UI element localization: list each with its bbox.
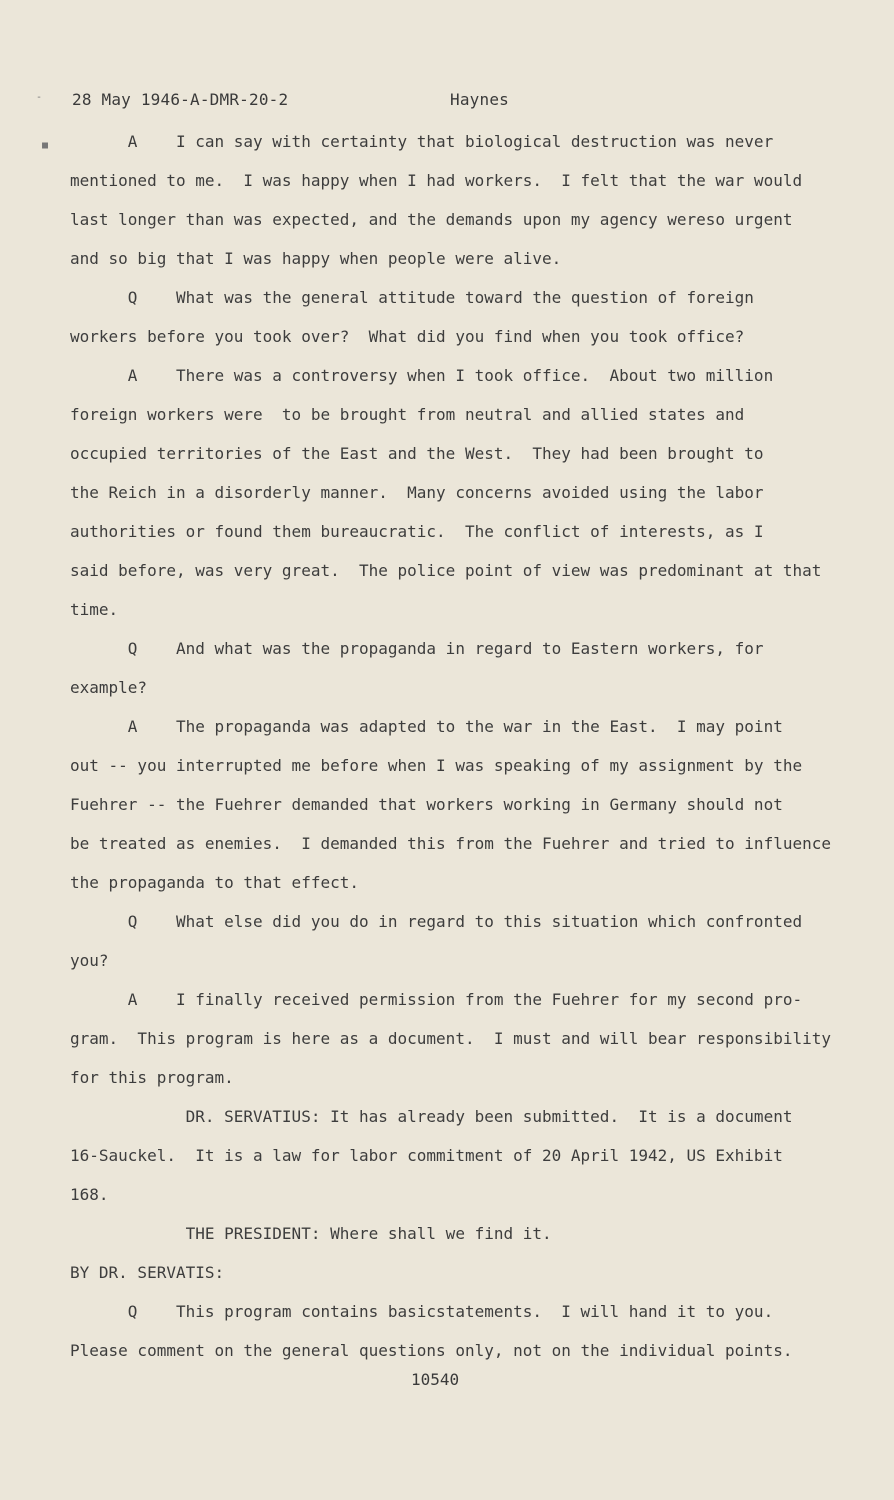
- transcript-body: [70, 122, 840, 1370]
- transcript-line: 16-Sauckel. It is a law for labor commitment of 20 April 1942, US Exhibit: [70, 1146, 783, 1165]
- transcript-line: time.: [70, 600, 119, 619]
- transcript-line: you?: [70, 951, 109, 970]
- transcript-line: Q And what was the propaganda in regard to Eastern workers, for: [70, 639, 764, 658]
- header-date-code: 28 May 1946-A-DMR-20-2: [72, 90, 289, 109]
- transcript-line: authorities or found them bureaucratic. The conflict of interests, as I: [70, 522, 764, 541]
- page-number: 10540: [411, 1370, 460, 1389]
- transcript-line: be treated as enemies. I demanded this from the Fuehrer and tried to influence: [70, 834, 831, 853]
- transcript-line: BY DR. SERVATIS:: [70, 1263, 225, 1282]
- transcript-line: mentioned to me. I was happy when I had workers. I felt that the war would: [70, 171, 803, 190]
- margin-mark: -: [36, 92, 43, 103]
- transcript-line: the propaganda to that effect.: [70, 873, 359, 892]
- transcript-line: DR. SERVATIUS: It has already been submitted. It is a document: [70, 1107, 793, 1126]
- transcript-line: foreign workers were to be brought from neutral and allied states and: [70, 405, 745, 424]
- transcript-line: 168.: [70, 1185, 109, 1204]
- transcript-line: and so big that I was happy when people were alive.: [70, 249, 562, 268]
- transcript-line: for this program.: [70, 1068, 234, 1087]
- transcript-line: workers before you took over? What did you find when you took office?: [70, 327, 745, 346]
- transcript-line: A I finally received permission from the Fuehrer for my second pro-: [70, 990, 803, 1009]
- transcript-line: out -- you interrupted me before when I was speaking of my assignment by the: [70, 756, 803, 775]
- transcript-line: said before, was very great. The police point of view was predominant at that: [70, 561, 822, 580]
- transcript-line: last longer than was expected, and the demands upon my agency wereso urgent: [70, 210, 793, 229]
- transcript-line: A The propaganda was adapted to the war in the East. I may point: [70, 717, 783, 736]
- transcript-line: THE PRESIDENT: Where shall we find it.: [70, 1224, 552, 1243]
- transcript-line: Q What was the general attitude toward the question of foreign: [70, 288, 754, 307]
- transcript-line: Please comment on the general questions only, not on the individual points.: [70, 1341, 793, 1360]
- transcript-line: Q What else did you do in regard to this situation which confronted: [70, 912, 803, 931]
- transcript-line: the Reich in a disorderly manner. Many concerns avoided using the labor: [70, 483, 764, 502]
- transcript-line: Q This program contains basicstatements. I will hand it to you.: [70, 1302, 774, 1321]
- transcript-line: A I can say with certainty that biological destruction was never: [70, 132, 774, 151]
- margin-mark: ■: [42, 140, 49, 151]
- transcript-line: gram. This program is here as a document. I must and will bear responsibility: [70, 1029, 831, 1048]
- transcript-line: example?: [70, 678, 148, 697]
- transcript-line: A There was a controversy when I took office. About two million: [70, 366, 774, 385]
- header-reporter: Haynes: [450, 90, 509, 109]
- transcript-line: Fuehrer -- the Fuehrer demanded that workers working in Germany should not: [70, 795, 783, 814]
- transcript-line: occupied territories of the East and the West. They had been brought to: [70, 444, 764, 463]
